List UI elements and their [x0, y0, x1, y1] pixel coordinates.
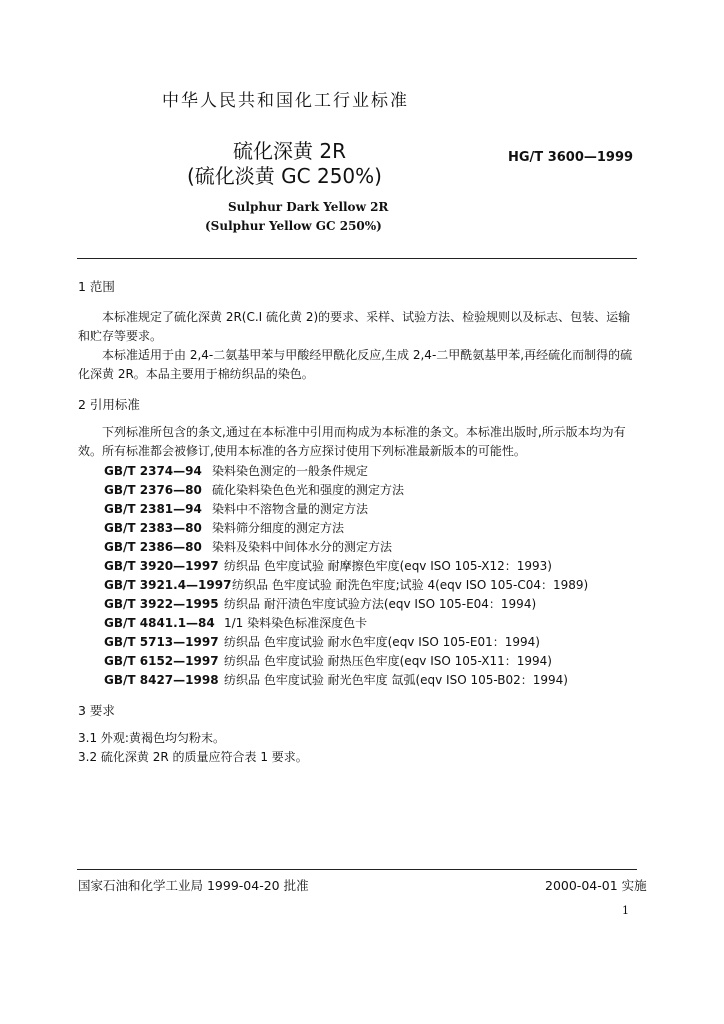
section-heading-references: 2 引用标准: [78, 397, 140, 412]
reference-item: [104, 614, 588, 633]
reference-item: [104, 671, 588, 690]
standard-category: 中华人民共和国化工行业标准: [162, 91, 409, 111]
scope-paragraph-2: 本标准适用于由 2,4-二氨基甲苯与甲酸经甲酰化反应,生成 2,4-二甲酰氨基甲苯,再经硫化而制得的硫化深黄 2R。本品主要用于棉纺织品的染色。: [78, 348, 633, 381]
requirement-quality: 3.2 硫化深黄 2R 的质量应符合表 1 要求。: [78, 750, 308, 764]
reference-item: [104, 595, 588, 614]
reference-item: [104, 633, 588, 652]
header-divider: [77, 258, 637, 259]
reference-title: 硫化染料染色色光和强度的测定方法: [212, 483, 405, 497]
reference-title: 纺织品 色牢度试验 耐洗色牢度;试验 4(eqv ISO 105-C04：1989): [232, 578, 589, 592]
reference-title: 染料中不溶物含量的测定方法: [212, 502, 369, 516]
reference-item: [104, 500, 588, 519]
footer-divider: [77, 869, 637, 870]
reference-item: [104, 576, 588, 595]
reference-title: 纺织品 色牢度试验 耐热压色牢度(eqv ISO 105-X11：1994): [224, 654, 552, 668]
reference-code: GB/T 3921.4—1997: [104, 578, 232, 592]
page-number: 1: [622, 904, 629, 917]
document-title-en: Sulphur Dark Yellow 2R: [228, 200, 389, 214]
reference-item: [104, 557, 588, 576]
reference-code: GB/T 6152—1997: [104, 654, 219, 668]
reference-code: GB/T 2386—80: [104, 540, 202, 554]
reference-title: 染料及染料中间体水分的测定方法: [212, 540, 393, 554]
reference-code: GB/T 2374—94: [104, 464, 202, 478]
reference-code: GB/T 2381—94: [104, 502, 202, 516]
approval-line: 国家石油和化学工业局 1999-04-20 批准: [78, 878, 309, 893]
requirement-appearance: 3.1 外观:黄褐色均匀粉末。: [78, 731, 225, 745]
reference-code: GB/T 2376—80: [104, 483, 202, 497]
reference-code: GB/T 4841.1—84: [104, 616, 215, 630]
reference-item: [104, 538, 588, 557]
document-title: 硫化深黄 2R: [233, 139, 346, 163]
reference-title: 纺织品 色牢度试验 耐摩擦色牢度(eqv ISO 105-X12：1993): [224, 559, 552, 573]
section-heading-scope: 1 范围: [78, 279, 115, 294]
reference-item: [104, 519, 588, 538]
reference-list: [104, 462, 588, 690]
reference-title: 染料染色测定的一般条件规定: [212, 464, 369, 478]
reference-code: GB/T 2383—80: [104, 521, 202, 535]
document-title-alt: (硫化淡黄 GC 250%): [187, 164, 382, 188]
reference-item: [104, 481, 588, 500]
standard-code: HG/T 3600—1999: [508, 150, 634, 165]
reference-title: 1/1 染料染色标准深度色卡: [224, 616, 368, 630]
reference-item: [104, 652, 588, 671]
reference-title: 染料筛分细度的测定方法: [212, 521, 345, 535]
reference-title: 纺织品 耐汗渍色牢度试验方法(eqv ISO 105-E04：1994): [224, 597, 537, 611]
document-title-en-alt: (Sulphur Yellow GC 250%): [205, 219, 382, 233]
scope-paragraph-1: 本标准规定了硫化深黄 2R(C.I 硫化黄 2)的要求、采样、试验方法、检验规则以及标志、包装、运输和贮存等要求。: [78, 310, 631, 343]
reference-title: 纺织品 色牢度试验 耐光色牢度 氙弧(eqv ISO 105-B02：1994): [224, 673, 568, 687]
reference-code: GB/T 5713—1997: [104, 635, 219, 649]
reference-code: GB/T 3922—1995: [104, 597, 219, 611]
effective-date: 2000-04-01 实施: [545, 878, 647, 893]
reference-code: GB/T 3920—1997: [104, 559, 219, 573]
section-heading-requirements: 3 要求: [78, 703, 115, 718]
reference-title: 纺织品 色牢度试验 耐水色牢度(eqv ISO 105-E01：1994): [224, 635, 540, 649]
reference-code: GB/T 8427—1998: [104, 673, 219, 687]
reference-item: [104, 462, 588, 481]
references-intro: 下列标准所包含的条文,通过在本标准中引用而构成为本标准的条文。本标准出版时,所示版本均为有效。所有标准都会被修订,使用本标准的各方应探讨使用下列标准最新版本的可能性。: [78, 425, 626, 458]
